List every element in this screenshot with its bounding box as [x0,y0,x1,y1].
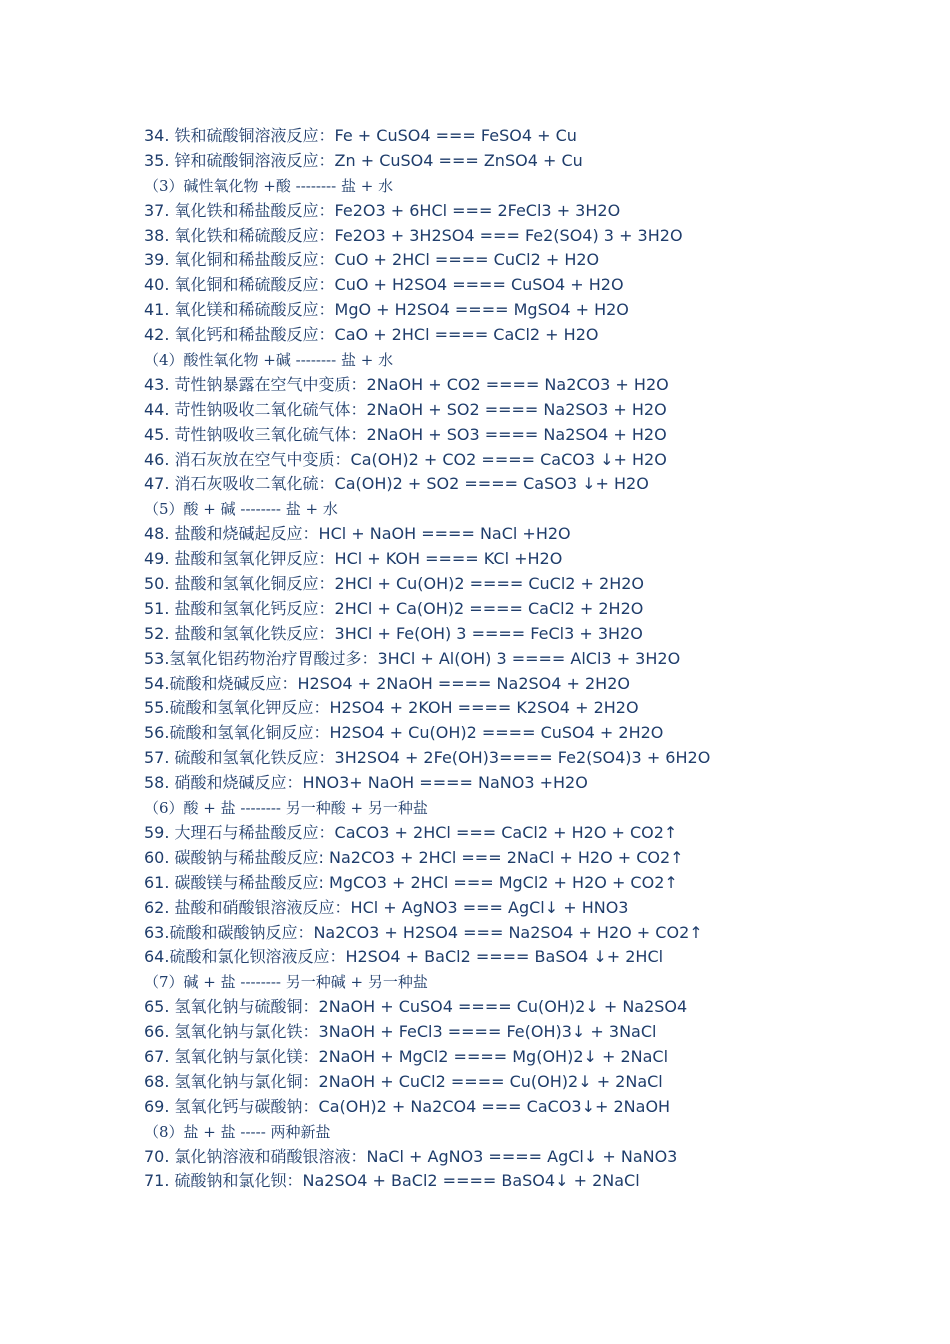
reaction-line: 71. 硫酸钠和氯化钡：Na2SO4 + BaCl2 ==== BaSO4↓ + 2NaCl [144,1171,640,1191]
reaction-line: 54.硫酸和烧碱反应：H2SO4 + 2NaOH ==== Na2SO4 + 2H2O [144,673,630,693]
section-heading: （3）碱性氧化物 +酸 -------- 盐 + 水 [144,176,394,195]
reaction-line: 69. 氢氧化钙与碳酸钠：Ca(OH)2 + Na2CO4 === CaCO3↓+ 2NaOH [144,1096,671,1116]
reaction-line: 50. 盐酸和氢氧化铜反应：2HCl + Cu(OH)2 ==== CuCl2 + 2H2O [144,574,645,594]
reaction-list [144,124,924,1194]
reaction-line: 34. 铁和硫酸铜溶液反应：Fe + CuSO4 === FeSO4 + Cu [144,126,577,145]
reaction-line: 52. 盐酸和氢氧化铁反应：3HCl + Fe(OH) 3 ==== FeCl3 + 3H2O [144,623,643,643]
reaction-line: 38. 氧化铁和稀硫酸反应：Fe2O3 + 3H2SO4 === Fe2(SO4) 3 + 3H2O [144,225,683,245]
reaction-line: 48. 盐酸和烧碱起反应：HCl + NaOH ==== NaCl +H2O [144,524,571,544]
reaction-line: 39. 氧化铜和稀盐酸反应：CuO + 2HCl ==== CuCl2 + H2O [144,250,600,270]
reaction-line: 58. 硝酸和烧碱反应：HNO3+ NaOH ==== NaNO3 +H2O [144,773,588,793]
section-heading: （6）酸 + 盐 -------- 另一种酸 + 另一种盐 [144,799,428,818]
reaction-line: 45. 苛性钠吸收三氧化硫气体：2NaOH + SO3 ==== Na2SO4 + H2O [144,424,667,444]
reaction-line: 70. 氯化钠溶液和硝酸银溶液：NaCl + AgNO3 ==== AgCl↓ + NaNO3 [144,1146,678,1166]
reaction-line: 41. 氧化镁和稀硫酸反应：MgO + H2SO4 ==== MgSO4 + H2O [144,300,629,320]
reaction-line: 57. 硫酸和氢氧化铁反应：3H2SO4 + 2Fe(OH)3==== Fe2(SO4)3 + 6H2O [144,748,711,768]
reaction-line: 47. 消石灰吸收二氧化硫：Ca(OH)2 + SO2 ==== CaSO3 ↓+ H2O [144,474,649,494]
reaction-line: 62. 盐酸和硝酸银溶液反应：HCl + AgNO3 === AgCl↓ + HNO3 [144,897,629,917]
reaction-line: 44. 苛性钠吸收二氧化硫气体：2NaOH + SO2 ==== Na2SO3 + H2O [144,399,667,419]
reaction-line: 55.硫酸和氢氧化钾反应：H2SO4 + 2KOH ==== K2SO4 + 2H2O [144,698,639,718]
section-heading: （5）酸 + 碱 -------- 盐 + 水 [144,500,338,519]
reaction-line: 46. 消石灰放在空气中变质：Ca(OH)2 + CO2 ==== CaCO3 ↓+ H2O [144,449,667,469]
reaction-line: 59. 大理石与稀盐酸反应：CaCO3 + 2HCl === CaCl2 + H2O + CO2↑ [144,822,678,842]
reaction-line: 64.硫酸和氯化钡溶液反应：H2SO4 + BaCl2 ==== BaSO4 ↓+ 2HCl [144,947,664,967]
reaction-line: 67. 氢氧化钠与氯化镁：2NaOH + MgCl2 ==== Mg(OH)2↓ + 2NaCl [144,1046,669,1066]
reaction-line: 66. 氢氧化钠与氯化铁：3NaOH + FeCl3 ==== Fe(OH)3↓ + 3NaCl [144,1022,657,1042]
section-heading: （7）碱 + 盐 -------- 另一种碱 + 另一种盐 [144,973,428,992]
reaction-line: 68. 氢氧化钠与氯化铜：2NaOH + CuCl2 ==== Cu(OH)2↓ + 2NaCl [144,1071,663,1091]
section-heading: （8）盐 + 盐 ----- 两种新盐 [144,1122,331,1141]
reaction-line: 56.硫酸和氢氧化铜反应：H2SO4 + Cu(OH)2 ==== CuSO4 + 2H2O [144,723,664,743]
reaction-line: 61. 碳酸镁与稀盐酸反应: MgCO3 + 2HCl === MgCl2 + H2O + CO2↑ [144,872,678,892]
reaction-line: 51. 盐酸和氢氧化钙反应：2HCl + Ca(OH)2 ==== CaCl2 + 2H2O [144,598,644,618]
reaction-line: 35. 锌和硫酸铜溶液反应：Zn + CuSO4 === ZnSO4 + Cu [144,150,583,170]
reaction-line: 65. 氢氧化钠与硫酸铜：2NaOH + CuSO4 ==== Cu(OH)2↓ + Na2SO4 [144,997,688,1017]
reaction-line: 40. 氧化铜和稀硫酸反应：CuO + H2SO4 ==== CuSO4 + H2O [144,275,624,295]
reaction-line: 37. 氧化铁和稀盐酸反应：Fe2O3 + 6HCl === 2FeCl3 + 3H2O [144,200,621,220]
reaction-line: 63.硫酸和碳酸钠反应：Na2CO3 + H2SO4 === Na2SO4 + H2O + CO2↑ [144,922,703,942]
reaction-line: 60. 碳酸钠与稀盐酸反应: Na2CO3 + 2HCl === 2NaCl + H2O + CO2↑ [144,847,684,867]
reaction-line: 43. 苛性钠暴露在空气中变质：2NaOH + CO2 ==== Na2CO3 + H2O [144,374,669,394]
section-heading: （4）酸性氧化物 +碱 -------- 盐 + 水 [144,351,394,370]
reaction-line: 42. 氧化钙和稀盐酸反应：CaO + 2HCl ==== CaCl2 + H2O [144,325,599,345]
reaction-line: 53.氢氧化铝药物治疗胃酸过多：3HCl + Al(OH) 3 ==== AlCl3 + 3H2O [144,648,681,668]
reaction-line: 49. 盐酸和氢氧化钾反应：HCl + KOH ==== KCl +H2O [144,549,563,569]
